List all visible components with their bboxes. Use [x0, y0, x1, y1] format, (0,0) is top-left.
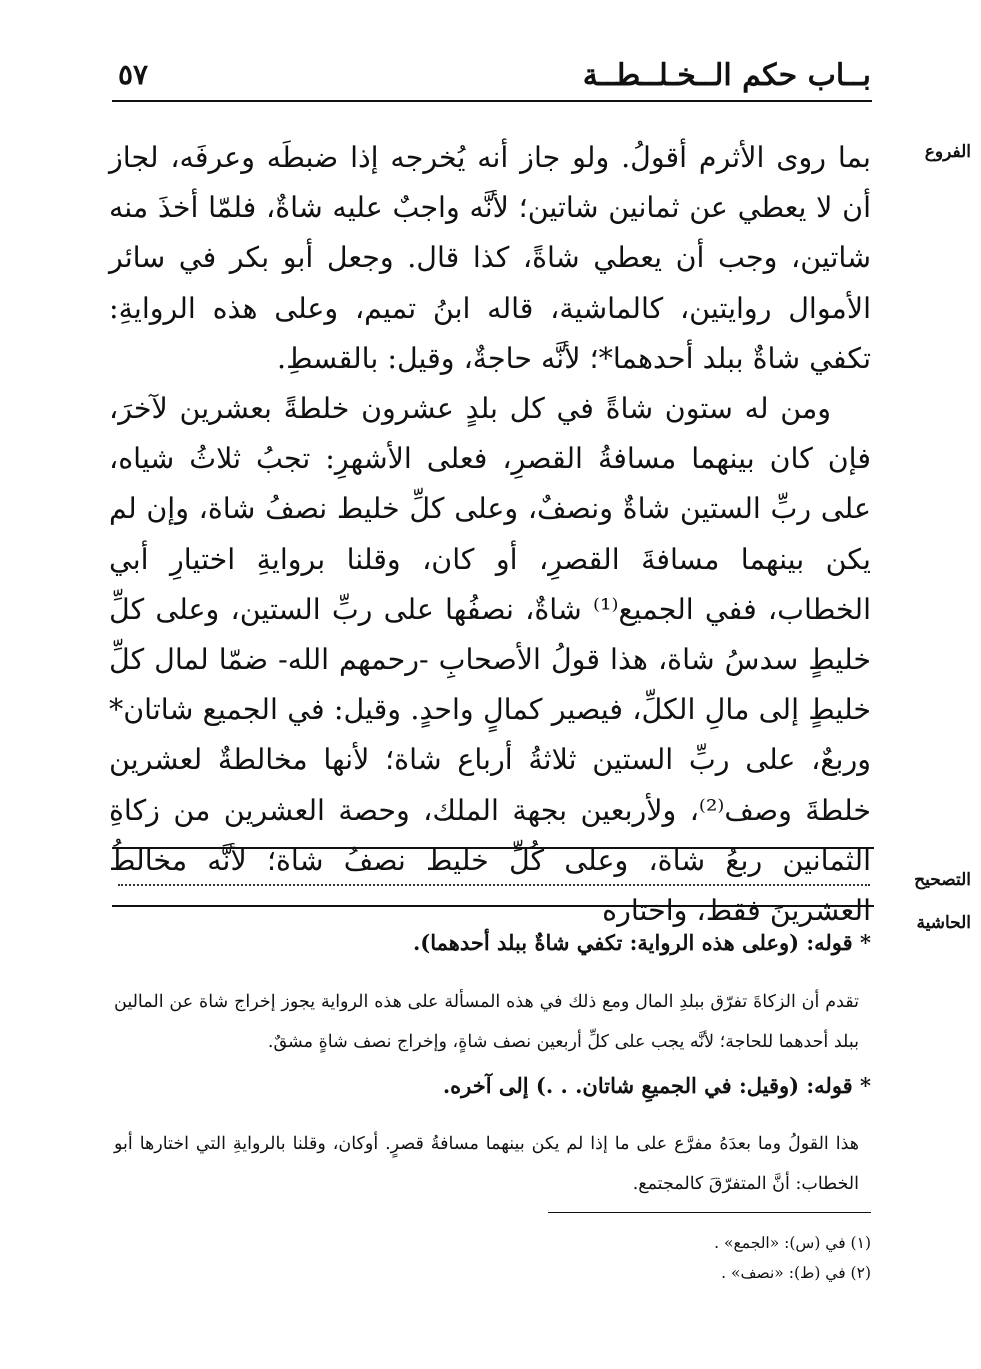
note-1-head-text: قوله: (وعلى هذه الرواية: تكفي شاةٌ ببلد أحدهما).: [412, 930, 853, 955]
footnote-1: (١) في (س): «الجمع» .: [714, 1234, 871, 1252]
note-2-head-text: قوله: (وقيل: في الجميعِ شاتان. . .) إلى آخره.: [442, 1073, 853, 1098]
notes-divider: [112, 905, 874, 907]
footnote-2: (٢) في (ط): «نصف» .: [721, 1264, 871, 1282]
side-label-hashiya: الحاشية: [916, 913, 971, 933]
note-2-heading: [443, 1073, 871, 1098]
chapter-title: بــاب حكم الــخـلــطــة: [582, 58, 871, 93]
text-divider: [112, 847, 874, 849]
note-1-body: تقدم أن الزكاةَ تفرّق ببلدِ المال ومع ذلك في هذه المسألة على هذه الرواية يجوز إخراج شاة عن المالين ببلد أحدهما للحاجة؛ لأنَّه يجب على كلِّ أربعين نصف شاةٍ، وإخراج نصف شاةٍ مشقٌ.: [114, 992, 859, 1052]
main-paragraph-1: بما روى الأثرم أقولُ. ولو جاز أنه يُخرجه إذا ضبطَه وعرفَه، لجاز أن لا يعطي عن ثمانين شاتين؛ لأنَّه واجبٌ عليه شاةٌ، فلمّا أخذَ منه شاتين، وجب أن يعطي شاةً، كذا قال. وجعل أبو بكر في سائر الأموال روايتين، كالماشية، قاله ابنُ تميم، وعلى هذه الروايةِ: تكفي شاةٌ ببلد أحدهما*؛ لأنَّه حاجةٌ، وقيل: بالقسطِ.: [109, 141, 871, 375]
page-number: ٥٧: [118, 58, 149, 91]
note-2-star: *: [860, 1073, 871, 1098]
note-1-star: *: [860, 930, 871, 955]
side-label-tasheeh: التصحيح: [914, 870, 971, 890]
note-1-heading: [413, 930, 871, 955]
main-paragraph-2: ومن له ستون شاةً في كل بلدٍ عشرون خلطةً بعشرين لآخرَ، فإن كان بينهما مسافةُ القصرِ، فعلى الأشهرِ: تجبُ ثلاثُ شياه، على ربِّ الستين شاةٌ ونصفٌ، وعلى كلِّ خليط نصفُ شاة، وإن لم يكن بينهما مسافةَ القصرِ، أو كان، وقلنا بروايةِ اختيارِ أبي الخطاب، ففي الجميع⁽¹⁾ شاةٌ، نصفُها على ربِّ الستين، وعلى كلِّ خليطٍ سدسُ شاة، هذا قولُ الأصحابِ -رحمهم الله- ضمّا لمال كلِّ خليطٍ إلى مالِ الكلِّ، فيصير كمالٍ واحدٍ. وقيل: في الجميع شاتان* وربعٌ، على ربِّ الستين ثلاثةُ أرباع شاة؛ لأنها مخالطةٌ لعشرين خلطةَ وصف⁽²⁾، ولأربعين بجهة الملك، وحصة العشرين من زكاةِ الثمانين ربعُ شاة، وعلى كُلِّ خليط نصفُ شاة؛ لأنَّه مخالطُ العشرينَ فقط، واختاره: [109, 392, 872, 928]
note-2-body: هذا القولُ وما بعدَهُ مفرَّع على ما إذا لم يكن بينهما مسافةُ قصرٍ. أوكان، وقلنا بالروايةِ التي اختارها أبو الخطاب: أنَّ المتفرّقَ كالمجتمع.: [114, 1134, 859, 1194]
header-divider: [112, 100, 872, 102]
main-text: [109, 133, 871, 936]
footnote-divider: [548, 1212, 871, 1213]
correction-dotted-line: [118, 884, 870, 886]
side-label-furu: الفروع: [924, 142, 971, 162]
